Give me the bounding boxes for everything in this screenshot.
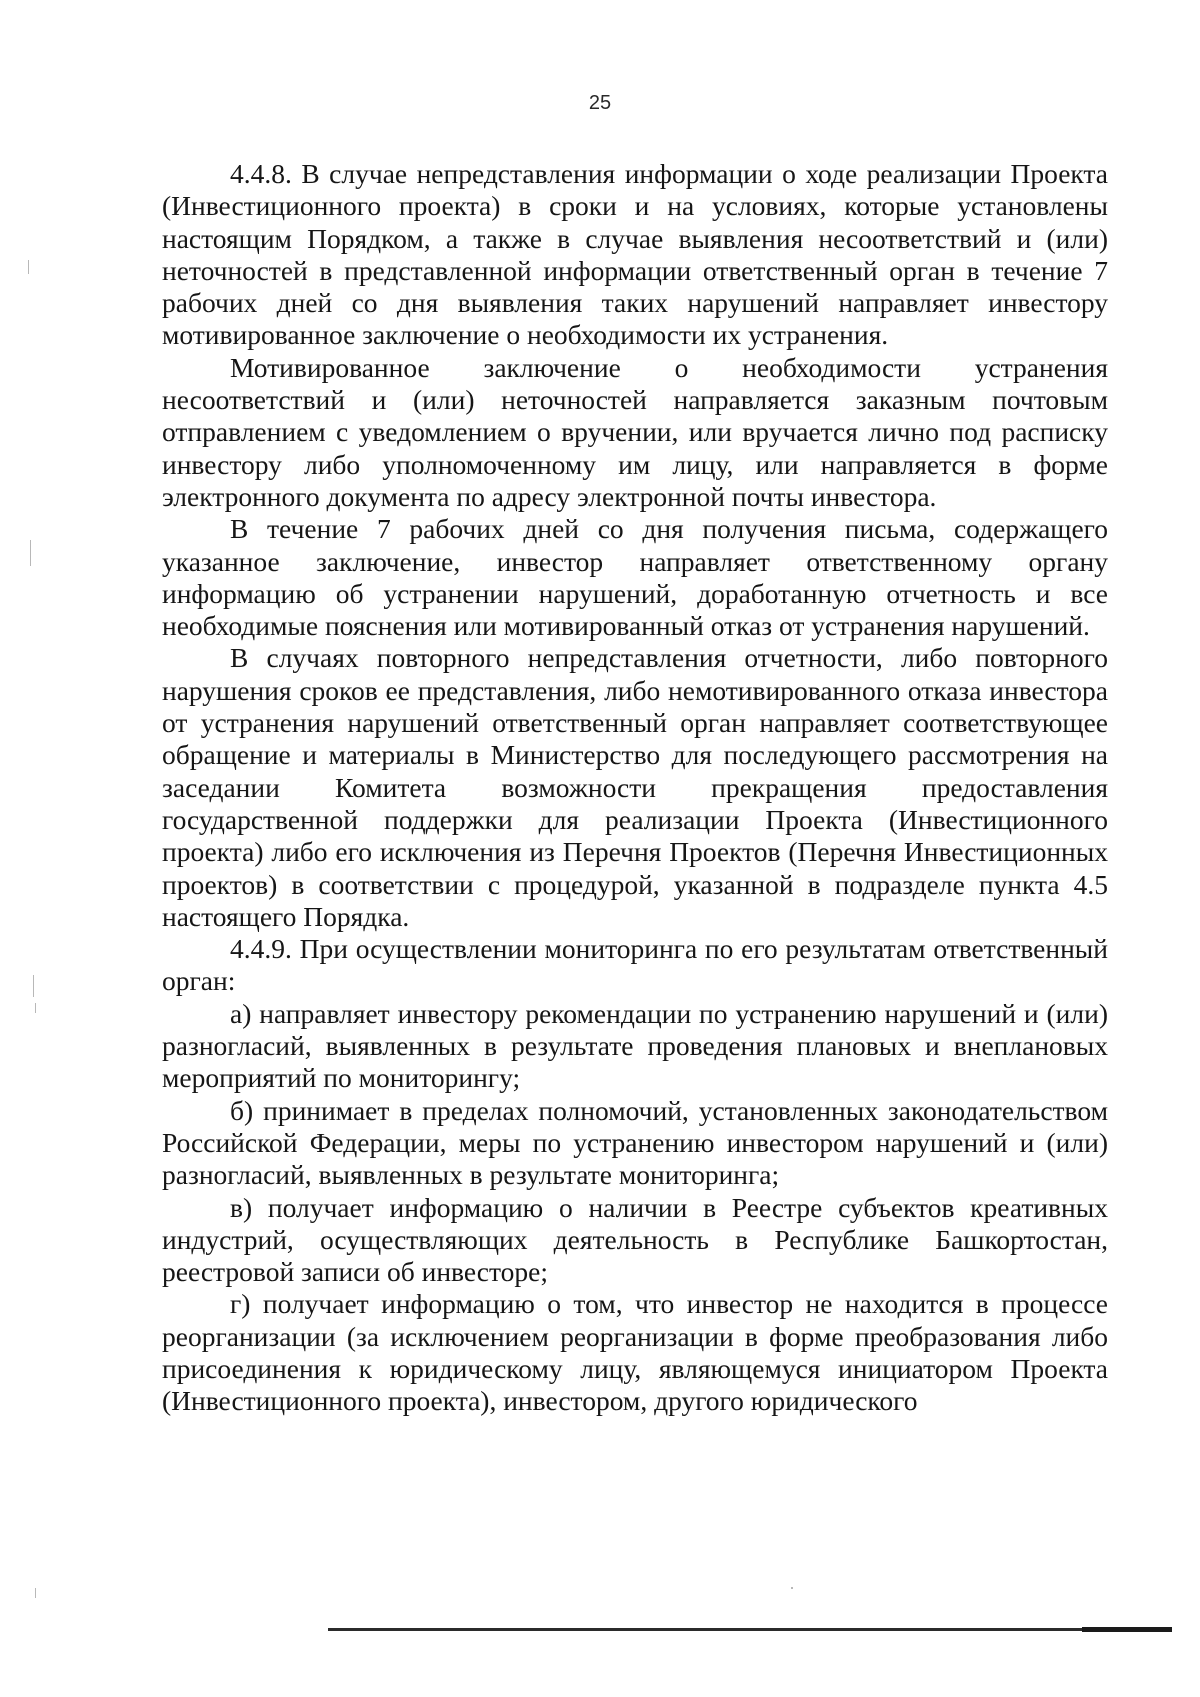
scan-mark <box>791 1587 793 1589</box>
page-number: 25 <box>588 92 612 114</box>
paragraph-repeated-violations: В случаях повторного непредставления отчетности, либо повторного нарушения сроков ее представления, либо немотивированного отказа инвестора от устранения нарушений ответственный орган направляет соответствующее обращение и материалы в Министерство для последующего рассмотрения на заседании Комитета возможности прекращения предоставления государственной поддержки для реализации Проекта (Инвестиционного проекта) либо его исключения из Перечня Проектов (Перечня Инвестиционных проектов) в соответствии с процедурой, указанной в подразделе пункта 4.5 настоящего Порядка. <box>162 642 1108 932</box>
scan-mark <box>35 1588 36 1598</box>
list-item-a: а) направляет инвестору рекомендации по устранению нарушений и (или) разногласий, выявленных в результате проведения плановых и внеплановых мероприятий по мониторингу; <box>162 997 1108 1094</box>
paragraph-4-4-9: 4.4.9. При осуществлении мониторинга по его результатам ответственный орган: <box>162 933 1108 997</box>
scan-mark <box>30 540 31 566</box>
paragraph-investor-response: В течение 7 рабочих дней со дня получения письма, содержащего указанное заключение, инвестор направляет ответственному органу информацию об устранении нарушений, доработанную отчетность и все необходимые пояснения или мотивированный отказ от устранения нарушений. <box>162 513 1108 642</box>
paragraph-motivated-conclusion: Мотивированное заключение о необходимости устранения несоответствий и (или) неточностей направляется заказным почтовым отправлением с уведомлением о вручении, или вручается лично под расписку инвестору либо уполномоченному им лицу, или направляется в форме электронного документа по адресу электронной почты инвестора. <box>162 351 1108 512</box>
list-item-v: в) получает информацию о наличии в Реестре субъектов креативных индустрий, осуществляющих деятельность в Республике Башкортостан, реестровой записи об инвесторе; <box>162 1191 1108 1288</box>
document-body <box>162 158 1108 1418</box>
scan-mark <box>28 260 29 274</box>
paragraph-4-4-8: 4.4.8. В случае непредставления информации о ходе реализации Проекта (Инвестиционного проекта) в сроки и на условиях, которые установлены настоящим Порядком, а также в случае выявления несоответствий и (или) неточностей в представленной информации ответственный орган в течение 7 рабочих дней со дня выявления таких нарушений направляет инвестору мотивированное заключение о необходимости их устранения. <box>162 158 1108 351</box>
list-item-b: б) принимает в пределах полномочий, установленных законодательством Российской Федерации, меры по устранению инвестором нарушений и (или) разногласий, выявленных в результате мониторинга; <box>162 1094 1108 1191</box>
scan-mark <box>35 1003 36 1013</box>
footer-rule <box>328 1628 1172 1631</box>
scan-mark <box>33 975 34 997</box>
list-item-g: г) получает информацию о том, что инвестор не находится в процессе реорганизации (за исключением реорганизации в форме преобразования либо присоединения к юридическому лицу, являющемуся инициатором Проекта (Инвестиционного проекта), инвестором, другого юридического <box>162 1288 1108 1417</box>
